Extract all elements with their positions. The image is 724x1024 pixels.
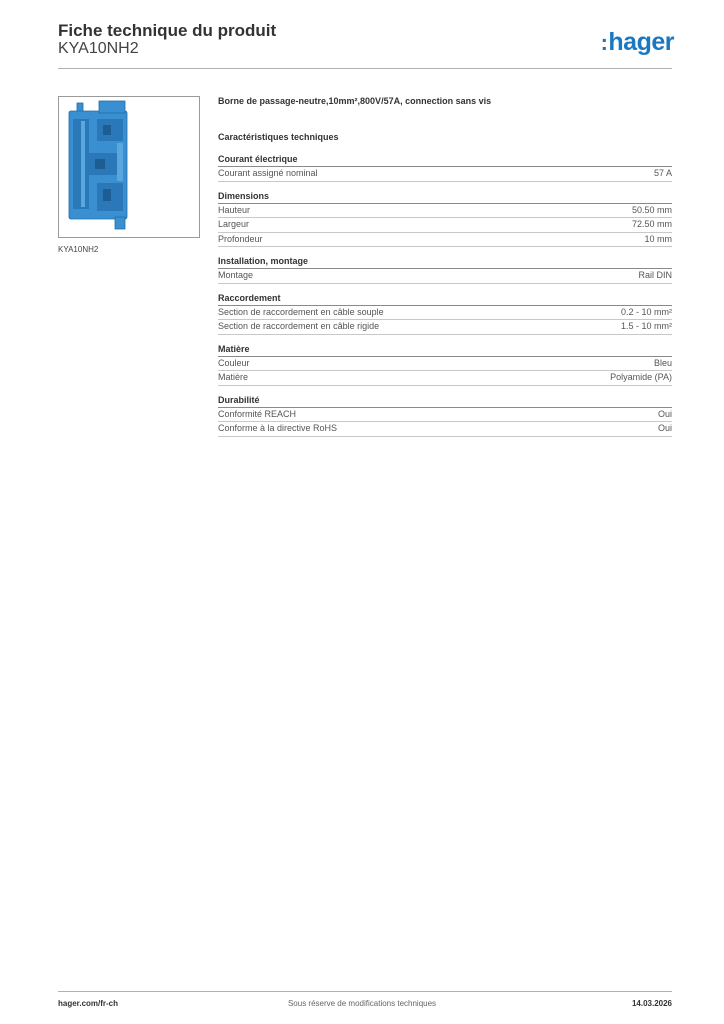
- spec-label: Largeur: [218, 219, 250, 229]
- logo-text: hager: [608, 28, 674, 56]
- spec-row: [218, 306, 672, 321]
- spec-group: [218, 191, 672, 248]
- spec-group: [218, 344, 672, 386]
- spec-label: Conformité REACH: [218, 408, 297, 419]
- spec-row: [218, 269, 672, 284]
- spec-row: [218, 218, 672, 233]
- spec-label: Courant assigné nominal: [218, 168, 318, 178]
- spec-group-title: Dimensions: [218, 191, 672, 204]
- hager-logo: [601, 28, 674, 57]
- spec-label: Section de raccordement en câble souple: [218, 306, 384, 317]
- spec-group: [218, 154, 672, 182]
- footer-disclaimer: Sous réserve de modifications techniques: [287, 999, 437, 1008]
- spec-label: Hauteur: [218, 204, 251, 215]
- spec-group-title: Durabilité: [218, 395, 672, 408]
- spec-value: 72.50 mm: [631, 219, 672, 229]
- spec-label: Conforme à la directive RoHS: [218, 423, 338, 433]
- product-reference: KYA10NH2: [58, 40, 139, 57]
- spec-row: [218, 371, 672, 386]
- spec-value: Oui: [657, 423, 672, 433]
- spec-label: Couleur: [218, 357, 250, 368]
- spec-value: 0.2 - 10 mm²: [620, 306, 672, 317]
- footer-date: 14.03.2026: [631, 999, 672, 1008]
- spec-group: [218, 256, 672, 284]
- spec-label: Matière: [218, 372, 249, 382]
- spec-value: 1.5 - 10 mm²: [620, 321, 672, 331]
- spec-value: Polyamide (PA): [610, 372, 672, 382]
- spec-label: Profondeur: [218, 233, 263, 244]
- spec-row: [218, 233, 672, 248]
- spec-value: Oui: [657, 408, 672, 419]
- specs-title: Caractéristiques techniques: [218, 132, 339, 142]
- page-title: Fiche technique du produit: [58, 21, 277, 40]
- spec-group: [218, 395, 672, 437]
- spec-row: [218, 408, 672, 423]
- spec-value: Rail DIN: [638, 270, 672, 280]
- spec-group-title: Installation, montage: [218, 256, 672, 269]
- spec-content: [218, 96, 672, 446]
- spec-value: 50.50 mm: [631, 204, 672, 215]
- spec-row: [218, 204, 672, 219]
- header-divider: [58, 68, 672, 69]
- footer-website[interactable]: hager.com/fr-ch: [58, 999, 119, 1008]
- spec-group-title: Matière: [218, 344, 672, 357]
- footer-divider: [58, 991, 672, 992]
- spec-group-title: Raccordement: [218, 293, 672, 306]
- image-caption: KYA10NH2: [58, 245, 99, 254]
- spec-label: Montage: [218, 270, 254, 280]
- terminal-block-icon: [59, 97, 199, 237]
- spec-group-title: Courant électrique: [218, 154, 672, 167]
- spec-row: [218, 357, 672, 372]
- logo-colon-icon: :: [600, 30, 608, 55]
- product-image: [58, 96, 200, 238]
- spec-row: [218, 422, 672, 437]
- spec-value: 10 mm: [644, 233, 672, 244]
- spec-row: [218, 167, 672, 182]
- spec-label: Section de raccordement en câble rigide: [218, 321, 380, 331]
- spec-value: Bleu: [653, 357, 672, 368]
- spec-group: [218, 293, 672, 335]
- spec-value: 57 A: [653, 168, 672, 178]
- spec-row: [218, 320, 672, 335]
- product-description: Borne de passage-neutre,10mm²,800V/57A, connection sans vis: [218, 96, 492, 106]
- spec-groups: [218, 154, 672, 437]
